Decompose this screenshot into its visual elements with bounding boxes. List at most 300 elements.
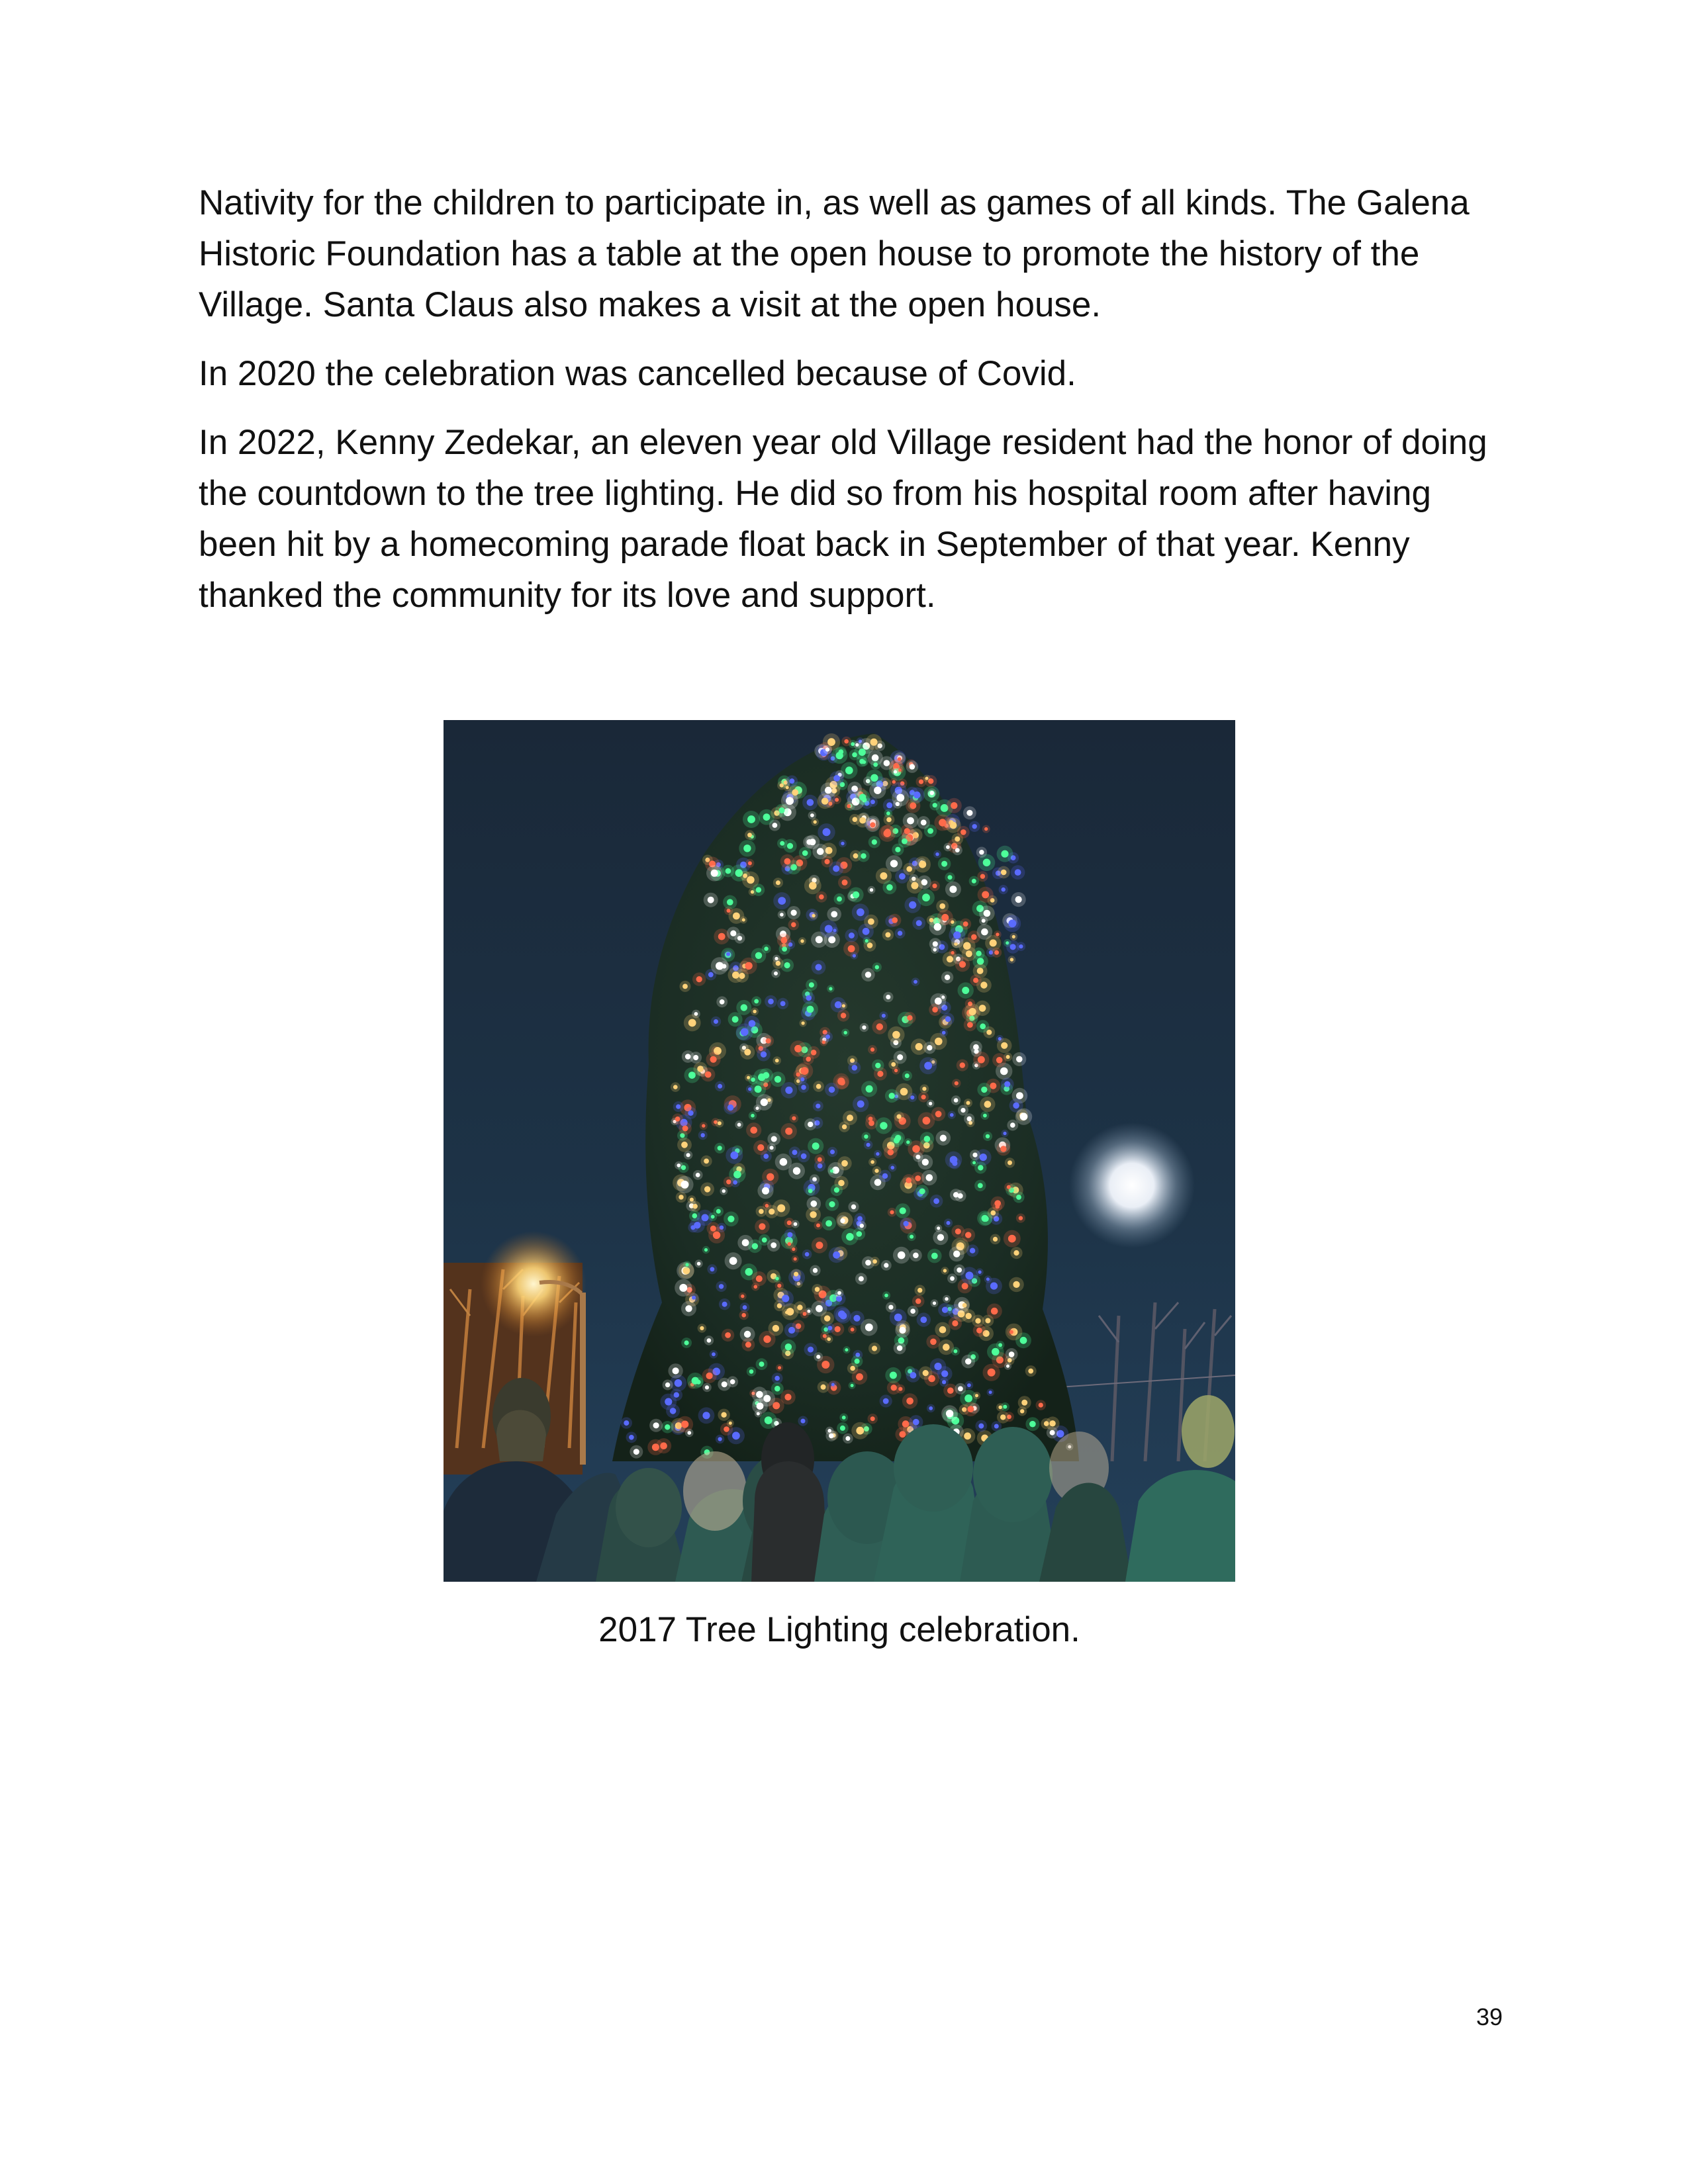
tree-light-bulb (992, 1348, 1000, 1356)
tree-light-bulb (933, 941, 938, 946)
tree-lighting-photo (444, 720, 1235, 1582)
tree-light-bulb (841, 1013, 846, 1018)
tree-light-bulb (791, 910, 797, 916)
tree-light-bulb (857, 1101, 865, 1108)
tree-light-bulb (994, 1424, 999, 1429)
tree-light-bulb (984, 910, 991, 917)
tree-light-bulb (950, 822, 957, 829)
tree-light-bulb (942, 1031, 946, 1035)
tree-light-bulb (741, 1313, 746, 1318)
tree-light-bulb (719, 1284, 724, 1289)
tree-light-bulb (950, 1276, 955, 1281)
tree-light-bulb (872, 839, 877, 844)
tree-light-bulb (774, 1076, 781, 1083)
tree-light-bulb (816, 1084, 821, 1089)
tree-light-bulb (794, 1272, 798, 1277)
tree-light-bulb (834, 1187, 839, 1193)
tree-light-bulb (898, 931, 902, 935)
tree-light-bulb (891, 1166, 895, 1170)
tree-light-bulb (940, 1135, 947, 1142)
tree-light-bulb (748, 1087, 751, 1091)
tree-light-bulb (880, 1122, 887, 1129)
tree-light-bulb (762, 1187, 769, 1195)
tree-light-bulb (886, 995, 890, 999)
tree-light-bulb (792, 1248, 795, 1251)
tree-light-bulb (763, 1072, 769, 1079)
tree-light-bulb (837, 897, 842, 902)
tree-light-bulb (778, 1366, 781, 1369)
tree-light-bulb (1003, 1405, 1007, 1409)
tree-light-bulb (688, 1019, 696, 1027)
tree-light-bulb (990, 939, 997, 946)
tree-light-bulb (1012, 935, 1015, 938)
tree-light-bulb (813, 1268, 818, 1273)
tree-light-bulb (840, 1218, 845, 1223)
tree-light-bulb (810, 813, 814, 817)
tree-light-bulb (922, 893, 930, 901)
tree-light-bulb (870, 774, 878, 782)
tree-light-bulb (749, 1369, 754, 1374)
tree-light-bulb (965, 1358, 971, 1364)
tree-light-bulb (706, 1373, 713, 1379)
tree-light-bulb (839, 1079, 845, 1085)
tree-light-bulb (880, 872, 887, 880)
tree-light-bulb (727, 899, 733, 905)
tree-light-bulb (1013, 1250, 1019, 1255)
tree-light-bulb (817, 848, 824, 855)
tree-light-bulb (733, 913, 740, 920)
tree-light-bulb (745, 1342, 751, 1347)
tree-light-bulb (807, 1006, 814, 1013)
tree-light-bulb (914, 980, 917, 984)
tree-light-bulb (816, 1305, 823, 1312)
tree-light-bulb (702, 1412, 710, 1419)
tree-light-bulb (785, 1343, 792, 1350)
tree-light-bulb (733, 1180, 737, 1185)
tree-light-bulb (885, 933, 890, 938)
tree-light-bulb (730, 931, 736, 936)
tree-light-bulb (935, 852, 939, 856)
tree-light-bulb (860, 1224, 864, 1228)
tree-light-bulb (781, 937, 788, 944)
tree-light-bulb (821, 797, 829, 805)
tree-light-bulb (935, 1038, 943, 1046)
tree-light-bulb (978, 1271, 982, 1274)
tree-light-bulb (815, 1287, 820, 1292)
tree-light-bulb (1009, 1351, 1015, 1357)
tree-light-bulb (766, 1038, 771, 1044)
tree-light-bulb (787, 843, 793, 849)
tree-light-bulb (853, 891, 859, 898)
tree-light-bulb (702, 1214, 709, 1221)
tree-light-bulb (955, 1228, 961, 1234)
tree-light-bulb (850, 1366, 855, 1371)
tree-light-bulb (870, 1416, 875, 1421)
tree-light-bulb (1002, 887, 1006, 891)
tree-light-bulb (868, 919, 874, 925)
tree-light-bulb (784, 858, 791, 865)
tree-light-bulb (688, 1111, 693, 1116)
tree-light-bulb (726, 1179, 731, 1184)
tree-light-bulb (1006, 1055, 1010, 1059)
tree-light-bulb (978, 1165, 983, 1170)
tree-light-bulb (784, 962, 790, 968)
tree-light-bulb (960, 1062, 965, 1068)
tree-light-bulb (906, 1398, 914, 1405)
tree-light-bulb (845, 766, 853, 774)
figure-caption: 2017 Tree Lighting celebration. (598, 1610, 1080, 1649)
tree-light-bulb (899, 1327, 906, 1334)
tree-light-bulb (704, 1159, 709, 1164)
tree-light-bulb (816, 1242, 823, 1249)
tree-light-bulb (762, 1238, 767, 1243)
tree-light-bulb (816, 1355, 820, 1359)
tree-light-bulb (948, 875, 953, 880)
tree-light-bulb (1013, 1281, 1019, 1288)
tree-light-bulb (720, 999, 725, 1005)
tree-light-bulb (896, 794, 904, 802)
tree-light-bulb (680, 1181, 688, 1189)
tree-light-bulb (802, 850, 808, 856)
tree-light-bulb (867, 1143, 870, 1147)
tree-light-bulb (864, 1134, 868, 1138)
tree-light-bulb (685, 1305, 692, 1312)
tree-light-bulb (774, 1386, 780, 1392)
tree-light-bulb (697, 1262, 701, 1266)
tree-light-bulb (749, 1020, 756, 1027)
tree-light-bulb (892, 1031, 900, 1039)
tree-light-bulb (759, 1223, 765, 1230)
tree-light-bulb (727, 1105, 733, 1111)
tree-light-bulb (876, 1152, 879, 1156)
tree-light-bulb (980, 1023, 986, 1029)
tree-light-bulb (842, 1004, 845, 1007)
tree-light-bulb (962, 987, 969, 994)
tree-light-bulb (744, 1331, 751, 1338)
tree-light-bulb (1001, 870, 1007, 876)
tree-light-bulb (967, 1383, 971, 1387)
tree-light-bulb (849, 933, 855, 938)
tree-light-bulb (953, 931, 961, 938)
tree-light-bulb (743, 1305, 747, 1310)
tree-light-bulb (933, 803, 937, 807)
tree-light-bulb (929, 1102, 932, 1105)
tree-light-bulb (1016, 1195, 1021, 1200)
tree-light-bulb (966, 1313, 972, 1319)
tree-light-bulb (739, 973, 745, 979)
tree-light-bulb (711, 870, 718, 877)
tree-light-bulb (932, 1007, 938, 1013)
tree-light-bulb (923, 1116, 931, 1124)
tree-light-bulb (890, 1372, 897, 1379)
tree-light-bulb (917, 1288, 922, 1293)
tree-light-bulb (910, 764, 915, 769)
tree-light-bulb (793, 1167, 800, 1175)
tree-light-bulb (883, 1398, 889, 1404)
tree-light-bulb (973, 978, 978, 983)
tree-light-bulb (763, 813, 771, 821)
tree-light-bulb (894, 1069, 898, 1072)
tree-light-bulb (886, 884, 893, 891)
tree-light-bulb (950, 1156, 958, 1164)
tree-light-bulb (979, 850, 984, 854)
tree-light-bulb (983, 1216, 989, 1222)
tree-light-bulb (886, 817, 892, 823)
tree-light-bulb (816, 936, 823, 943)
tree-light-bulb (971, 934, 977, 940)
tree-light-bulb (980, 1154, 987, 1161)
tree-light-bulb (752, 1243, 758, 1249)
tree-light-bulb (1015, 896, 1022, 903)
tree-light-bulb (702, 1124, 705, 1127)
tree-light-bulb (991, 1308, 998, 1315)
tree-light-bulb (1029, 1421, 1036, 1428)
tree-light-bulb (926, 1174, 933, 1181)
tree-light-bulb (701, 1133, 705, 1137)
tree-light-bulb (983, 859, 991, 867)
tree-light-bulb (732, 1016, 739, 1023)
tree-light-bulb (825, 787, 832, 794)
tree-light-bulb (861, 853, 866, 858)
tree-light-bulb (865, 939, 868, 942)
tree-light-bulb (915, 1298, 921, 1304)
tree-light-bulb (830, 1169, 833, 1173)
tree-light-bulb (773, 1325, 779, 1332)
tree-light-bulb (966, 1101, 970, 1105)
tree-light-bulb (814, 820, 817, 823)
tree-light-bulb (1020, 1409, 1024, 1413)
tree-light-bulb (800, 1077, 804, 1081)
tree-light-bulb (900, 1088, 908, 1096)
tree-light-bulb (950, 1113, 954, 1117)
tree-light-bulb (829, 1201, 835, 1207)
tree-light-bulb (771, 1242, 776, 1248)
tree-light-bulb (851, 1384, 854, 1387)
tree-light-bulb (733, 1171, 741, 1179)
tree-light-bulb (707, 1338, 712, 1343)
tree-light-bulb (915, 1175, 921, 1181)
tree-light-bulb (816, 1224, 820, 1228)
tree-light-bulb (833, 775, 840, 782)
tree-light-bulb (773, 1402, 780, 1409)
tree-light-bulb (774, 1376, 780, 1381)
tree-light-bulb (747, 815, 755, 823)
tree-light-bulb (842, 1124, 847, 1129)
tree-light-bulb (681, 1142, 688, 1148)
tree-light-bulb (967, 1116, 972, 1121)
tree-light-bulb (906, 1177, 912, 1183)
tree-light-bulb (988, 1369, 996, 1377)
tree-light-bulb (806, 995, 812, 1001)
tree-light-bulb (792, 1150, 798, 1155)
tree-light-bulb (966, 950, 972, 957)
tree-light-bulb (1015, 869, 1021, 876)
tree-light-bulb (853, 853, 859, 858)
tree-light-bulb (821, 1385, 826, 1390)
tree-light-bulb (812, 1142, 820, 1150)
tree-light-bulb (1016, 1056, 1023, 1063)
tree-light-bulb (915, 1155, 920, 1160)
tree-light-bulb (1020, 1337, 1027, 1344)
tree-light-bulb (675, 1116, 680, 1122)
tree-light-bulb (897, 1054, 903, 1060)
tree-light-bulb (955, 837, 960, 842)
tree-light-bulb (874, 1179, 882, 1186)
tree-light-bulb (801, 1085, 806, 1090)
tree-light-bulb (912, 1145, 920, 1153)
tree-light-bulb (775, 1277, 778, 1280)
tree-light-bulb (877, 1071, 883, 1077)
tree-light-bulb (952, 1320, 958, 1326)
tree-light-bulb (856, 1427, 864, 1435)
tree-light-bulb (907, 817, 914, 825)
tree-light-bulb (727, 1216, 734, 1222)
tree-light-bulb (831, 911, 837, 918)
tree-light-bulb (691, 1225, 696, 1230)
tree-light-bulb (953, 1192, 959, 1197)
tree-light-bulb (921, 819, 927, 825)
tree-light-bulb (1020, 1113, 1028, 1120)
tree-light-bulb (705, 1385, 709, 1389)
tree-light-bulb (704, 1248, 708, 1251)
tree-light-bulb (742, 1239, 749, 1246)
tree-light-bulb (898, 1251, 906, 1259)
tree-light-bulb (895, 1135, 901, 1141)
tree-light-bulb (830, 1150, 835, 1154)
body-text (199, 177, 1496, 639)
tree-light-bulb (859, 794, 866, 800)
tree-light-bulb (778, 897, 786, 905)
tree-light-bulb (905, 1073, 910, 1078)
tree-light-bulb (958, 1387, 963, 1392)
tree-light-bulb (966, 810, 972, 816)
tree-light-bulb (949, 886, 957, 893)
tree-light-bulb (825, 1034, 830, 1039)
tree-light-bulb (732, 1432, 740, 1439)
tree-light-bulb (792, 1116, 796, 1120)
tree-light-bulb (729, 1422, 732, 1425)
tree-light-bulb (865, 1324, 873, 1332)
tree-light-bulb (986, 1277, 990, 1281)
tree-light-bulb (897, 1345, 903, 1351)
tree-light-bulb (792, 789, 798, 796)
tree-light-bulb (951, 802, 957, 809)
tree-light-bulb (788, 1327, 795, 1334)
tree-light-bulb (972, 824, 977, 829)
tree-light-bulb (882, 1014, 886, 1018)
tree-light-bulb (924, 1062, 932, 1069)
tree-light-bulb (777, 1205, 785, 1212)
tree-light-bulb (714, 1019, 718, 1024)
tree-light-bulb (978, 1424, 984, 1429)
tree-light-bulb (774, 972, 778, 976)
tree-light-bulb (874, 1169, 878, 1173)
tree-light-bulb (629, 1435, 634, 1440)
tree-light-bulb (751, 1114, 755, 1118)
tree-light-bulb (886, 802, 892, 808)
tree-light-bulb (1019, 944, 1023, 948)
tree-light-bulb (844, 1031, 847, 1034)
tree-light-bulb (718, 1084, 722, 1089)
tree-light-bulb (827, 738, 835, 746)
tree-light-bulb (708, 897, 714, 903)
tree-light-bulb (916, 920, 922, 926)
tree-light-bulb (984, 827, 988, 831)
tree-light-bulb (872, 1259, 877, 1264)
tree-light-bulb (833, 866, 839, 872)
tree-light-bulb (748, 861, 752, 865)
tree-light-bulb (963, 921, 968, 927)
tree-light-bulb (1050, 1430, 1055, 1435)
tree-light-bulb (812, 914, 815, 917)
tree-light-bulb (845, 1348, 848, 1351)
tree-light-bulb (673, 1367, 679, 1374)
tree-light-bulb (808, 1189, 813, 1193)
tree-light-bulb (1008, 1235, 1016, 1243)
tree-light-bulb (779, 807, 785, 813)
tree-light-bulb (803, 1312, 807, 1316)
tree-light-bulb (859, 817, 866, 824)
tree-light-bulb (954, 1098, 959, 1103)
tree-light-bulb (785, 1128, 792, 1135)
tree-light-bulb (939, 903, 945, 909)
tree-light-bulb (780, 913, 784, 917)
tree-light-bulb (718, 1121, 722, 1125)
tree-light-bulb (890, 1210, 894, 1214)
tree-light-bulb (947, 956, 953, 962)
tree-light-bulb (685, 1054, 691, 1060)
tree-light-bulb (892, 780, 896, 784)
tree-light-bulb (847, 804, 851, 808)
tree-light-bulb (665, 1424, 670, 1430)
tree-light-bulb (692, 1296, 696, 1300)
tree-light-bulb (743, 874, 747, 878)
tree-light-bulb (687, 1431, 691, 1435)
tree-light-bulb (787, 1220, 792, 1225)
tree-light-bulb (965, 1232, 971, 1238)
tree-light-bulb (1007, 1185, 1011, 1189)
tree-light-bulb (844, 739, 849, 744)
tree-light-bulb (825, 859, 830, 864)
tree-light-bulb (819, 894, 824, 899)
tree-light-bulb (833, 929, 837, 932)
tree-light-bulb (780, 1158, 788, 1166)
tree-light-bulb (975, 1318, 980, 1324)
tree-light-bulb (741, 1295, 744, 1298)
tree-light-bulb (688, 1071, 696, 1079)
tree-light-bulb (755, 1085, 762, 1093)
tree-light-bulb (874, 787, 881, 794)
tree-light-bulb (767, 1173, 774, 1181)
tree-light-bulb (676, 1105, 680, 1109)
tree-light-bulb (710, 1267, 715, 1271)
tree-light-bulb (718, 1146, 722, 1150)
tree-light-bulb (889, 1093, 895, 1099)
tree-light-bulb (996, 1057, 1003, 1064)
tree-light-bulb (682, 984, 688, 989)
tree-light-bulb (722, 1302, 727, 1307)
tree-light-bulb (853, 954, 856, 958)
tree-light-bulb (911, 882, 918, 889)
tree-light-bulb (972, 879, 976, 884)
tree-light-bulb (989, 1390, 992, 1394)
tree-light-bulb (976, 951, 981, 956)
tree-light-bulb (770, 1146, 774, 1150)
tree-light-bulb (665, 1398, 672, 1405)
tree-light-bulb (898, 1387, 902, 1391)
tree-light-bulb (954, 1349, 958, 1353)
tree-light-bulb (884, 760, 890, 766)
